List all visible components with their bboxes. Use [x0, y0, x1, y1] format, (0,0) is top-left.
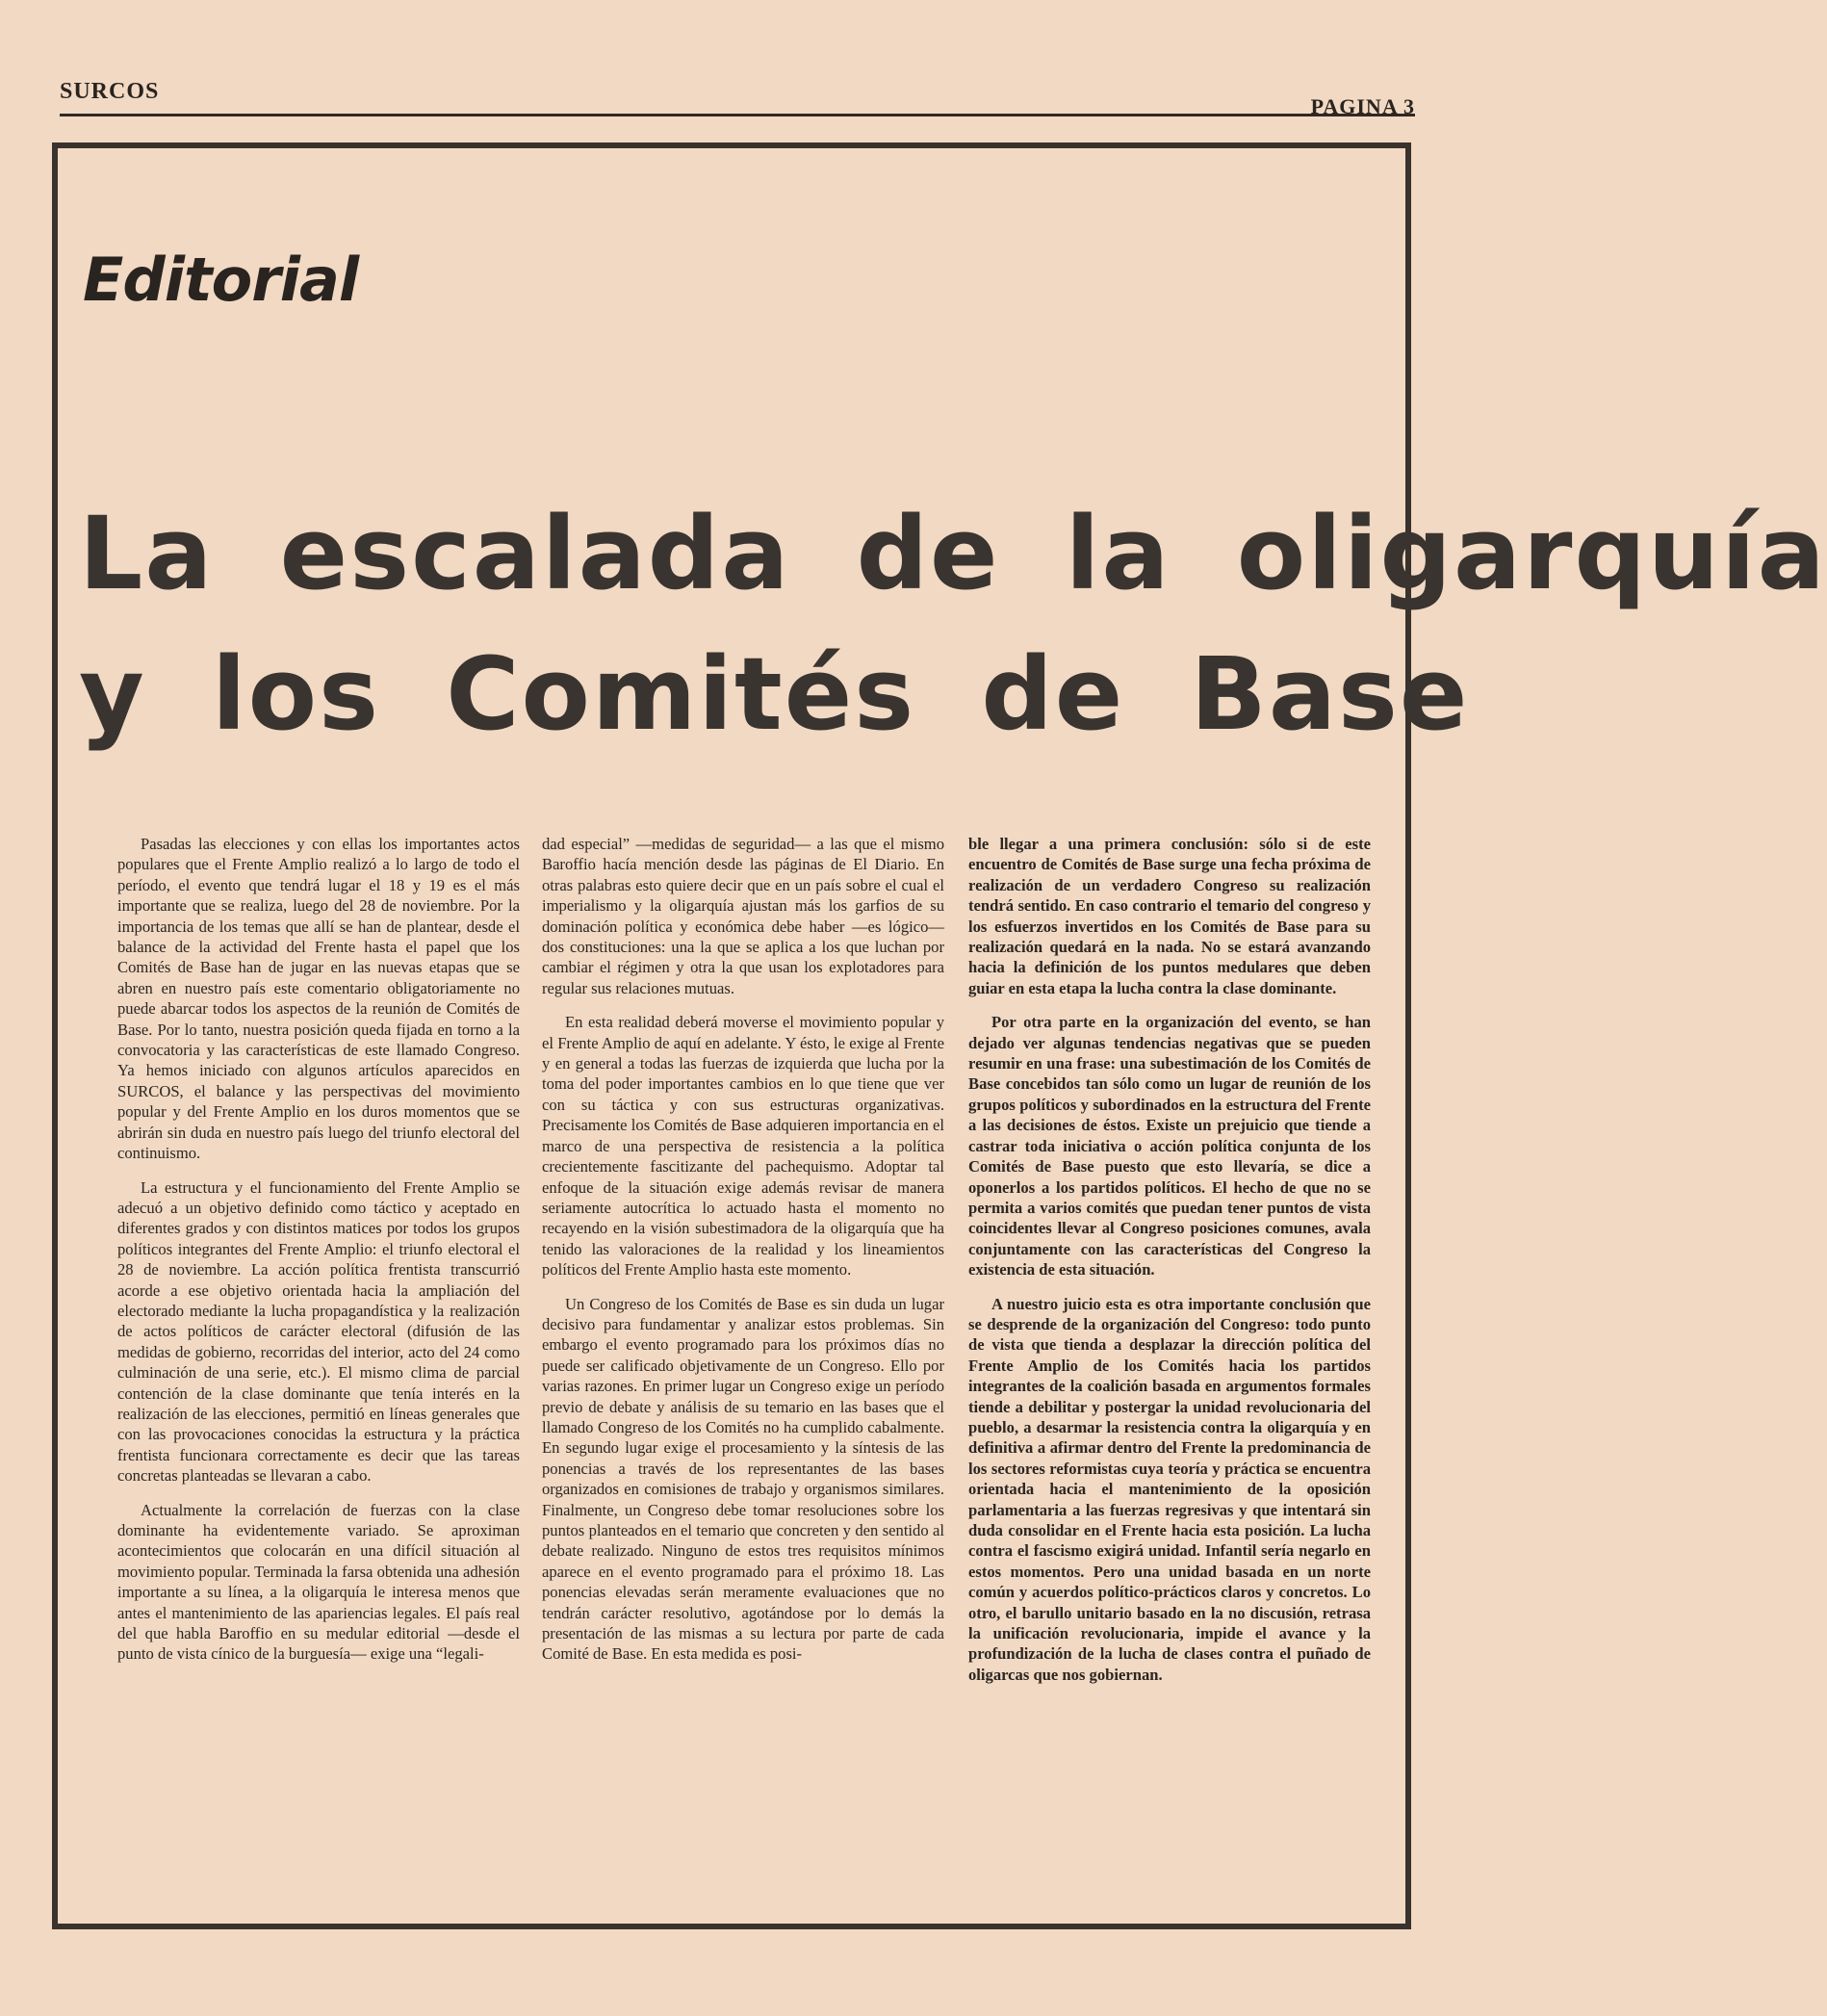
page-number: PAGINA 3 — [1310, 94, 1415, 118]
section-label: Editorial — [83, 245, 359, 315]
paragraph: ble llegar a una primera conclusión: sólo si de este encuentro de Comités de Base surge una fecha próxima de realización de un verdadero Congreso su realización tendrá sentido. En caso contrario el temario del congreso y los esfuerzos invertidos en los Comités de Base para su realización quedará en la nada. No se estará avanzando hacia la definición de los puntos medulares que deben guiar en esta etapa la lucha contra la clase dominante. — [968, 835, 1371, 997]
paragraph: Pasadas las elecciones y con ellas los importantes actos populares que el Frente Amplio realizó a lo largo de todo el período, el evento que tendrá lugar el 18 y 19 es el más importante que se realiza, luego del 28 de noviembre. Por la importancia de los temas que allí se han de plantear, desde el balance de la actividad del Frente hasta el papel que los Comités de Base han de jugar en las nuevas etapas que se abren en nuestro país este comentario obligatoriamente no puede abarcar todos los aspectos de la reunión de Comités de Base. Por lo tanto, nuestra posición queda fijada en torno a la convocatoria y las características de este llamado Congreso. Ya hemos iniciado con algunos artículos aparecidos en SURCOS, el balance y las perspectivas del movimiento popular y del Frente Amplio en los duros momentos que se abrirán sin duda en nuestro país luego del triunfo electoral del continuismo. — [117, 835, 520, 1163]
running-head — [60, 75, 1415, 116]
paragraph: Actualmente la correlación de fuerzas con la clase dominante ha evidentemente variado. Se aproximan acontecimientos que colocarán en una difícil situación al movimiento popular. Terminada la farsa obtenida una adhesión importante a su línea, a la oligarquía le interesa menos que antes el mantenimiento de las apariencias legales. El país real del que habla Baroffio en su medular editorial —desde el punto de vista cínico de la burguesía— exige una “legali- — [117, 1500, 520, 1664]
column-2 — [542, 834, 944, 1678]
paragraph: En esta realidad deberá moverse el movimiento popular y el Frente Amplio de aquí en adelante. Y ésto, le exige al Frente y en general a todas las fuerzas de izquierda que lucha por la toma del poder importantes cambios en lo que tiene que ver con su táctica y con sus estructuras organizativas. Precisamente los Comités de Base adquieren importancia en el marco de una perspectiva de resistencia a la política crecientemente fascitizante del pachequismo. Adoptar tal enfoque de la situación exige además revisar de manera seriamente autocrítica lo actuado hasta el momento no recayendo en la visión subestimadora de la oligarquía que ha tenido las valoraciones de la realidad y los lineamientos políticos del Frente Amplio hasta este momento. — [542, 1013, 944, 1279]
headline-line-1: La escalada de la oligarquía — [79, 495, 1827, 612]
paragraph: dad especial” —medidas de seguridad— a las que el mismo Baroffio hacía mención desde las páginas de El Diario. En otras palabras esto quiere decir que en un país sobre el cual el imperialismo y la oligarquía ajustan más los garfios de su dominación política y económica debe haber —es lógico— dos constituciones: una la que se aplica a los que luchan por cambiar el régimen y otra la que usan los explotadores para regular sus relaciones mutuas. — [542, 835, 944, 997]
column-3 — [968, 834, 1371, 1698]
paragraph: A nuestro juicio esta es otra importante conclusión que se desprende de la organización del Congreso: todo punto de vista que tienda a desplazar la dirección política del Frente Amplio de los Comités hacia los partidos integrantes de la coalición basada en argumentos formales tiende a debilitar y postergar la unidad revolucionaria del pueblo, a desarmar la resistencia contra la oligarquía y en definitiva a afirmar dentro del Frente la predominancia de los sectores reformistas cuya teoría y práctica se encuentra orientada hacia el mantenimiento de la oposición parlamentaria a las fuerzas regresivas y que intentará sin duda consolidar en el Frente hacia esta posición. La lucha contra el fascismo exigirá unidad. Infantil sería negarlo en estos momentos. Pero una unidad basada en un norte común y acuerdos político-prácticos claros y concretos. Lo otro, el barullo unitario basado en la no discusión, retrasa la unificación revolucionaria, impide el avance y la profundización de la lucha de clases contra el puñado de oligarcas que nos gobiernan. — [968, 1294, 1371, 1684]
headline — [79, 483, 1827, 764]
editorial-frame — [52, 142, 1827, 1929]
paragraph: Por otra parte en la organización del evento, se han dejado ver algunas tendencias negativas que se pueden resumir en una frase: una subestimación de los Comités de Base concebidos tan sólo como un lugar de reunión de los grupos políticos y subordinados en la estructura del Frente a las decisiones de éstos. Existe un prejuicio que tiende a castrar toda iniciativa o acción política conjunta de los Comités de Base puesto que esto llevaría, se dice a oponerlos a los partidos políticos. El hecho de que no se permita a varios comités que puedan tener puntos de vista coincidentes llevar al Congreso posiciones comunes, avala conjuntamente con las características del Congreso la existencia de esta situación. — [968, 1013, 1371, 1279]
article-body — [117, 834, 1369, 1989]
paragraph: La estructura y el funcionamiento del Frente Amplio se adecuó a un objetivo definido como táctico y aceptado en diferentes grados y con distintos matices por todos los grupos políticos integrantes del Frente Amplio: el triunfo electoral el 28 de noviembre. La acción política frentista transcurrió acorde a ese objetivo orientada hacia la ampliación del electorado mediante la lucha propagandística y la realización de actos políticos de carácter electoral (difusión de las medidas de gobierno, recorridas del interior, acto del 24 como culminación de una serie, etc.). El mismo clima de parcial contención de la clase dominante que tenía interés en la realización de las elecciones, permitió en líneas generales que con las provocaciones conocidas la estructura y la práctica frentista funcionara correctamente es decir que las tareas concretas planteadas se llevaran a cabo. — [117, 1177, 520, 1486]
publication-name: SURCOS — [60, 79, 160, 104]
paragraph: Un Congreso de los Comités de Base es sin duda un lugar decisivo para fundamentar y analizar estos problemas. Sin embargo el evento programado para los próximos días no puede ser calificado objetivamente de un Congreso. Ello por varias razones. En primer lugar un Congreso exige un período previo de debate y análisis de su temario en las bases que el llamado Congreso de los Comités no ha cumplido cabalmente. En segundo lugar exige el procesamiento y la síntesis de las ponencias a través de los representantes de las bases organizados en comisiones de trabajo y organismos similares. Finalmente, un Congreso debe tomar resoluciones sobre los puntos planteados en el temario que concreten y den sentido al debate realizado. Ninguno de estos tres requisitos mínimos aparece en el evento programado para el próximo 18. Las ponencias elevadas serán meramente evaluaciones que no tendrán carácter resolutivo, agotándose por lo demás la presentación de las mismas a su lectura por parte de cada Comité de Base. En esta medida es posi- — [542, 1294, 944, 1664]
headline-line-2: y los Comités de Base — [79, 635, 1470, 753]
column-1 — [117, 834, 520, 1678]
